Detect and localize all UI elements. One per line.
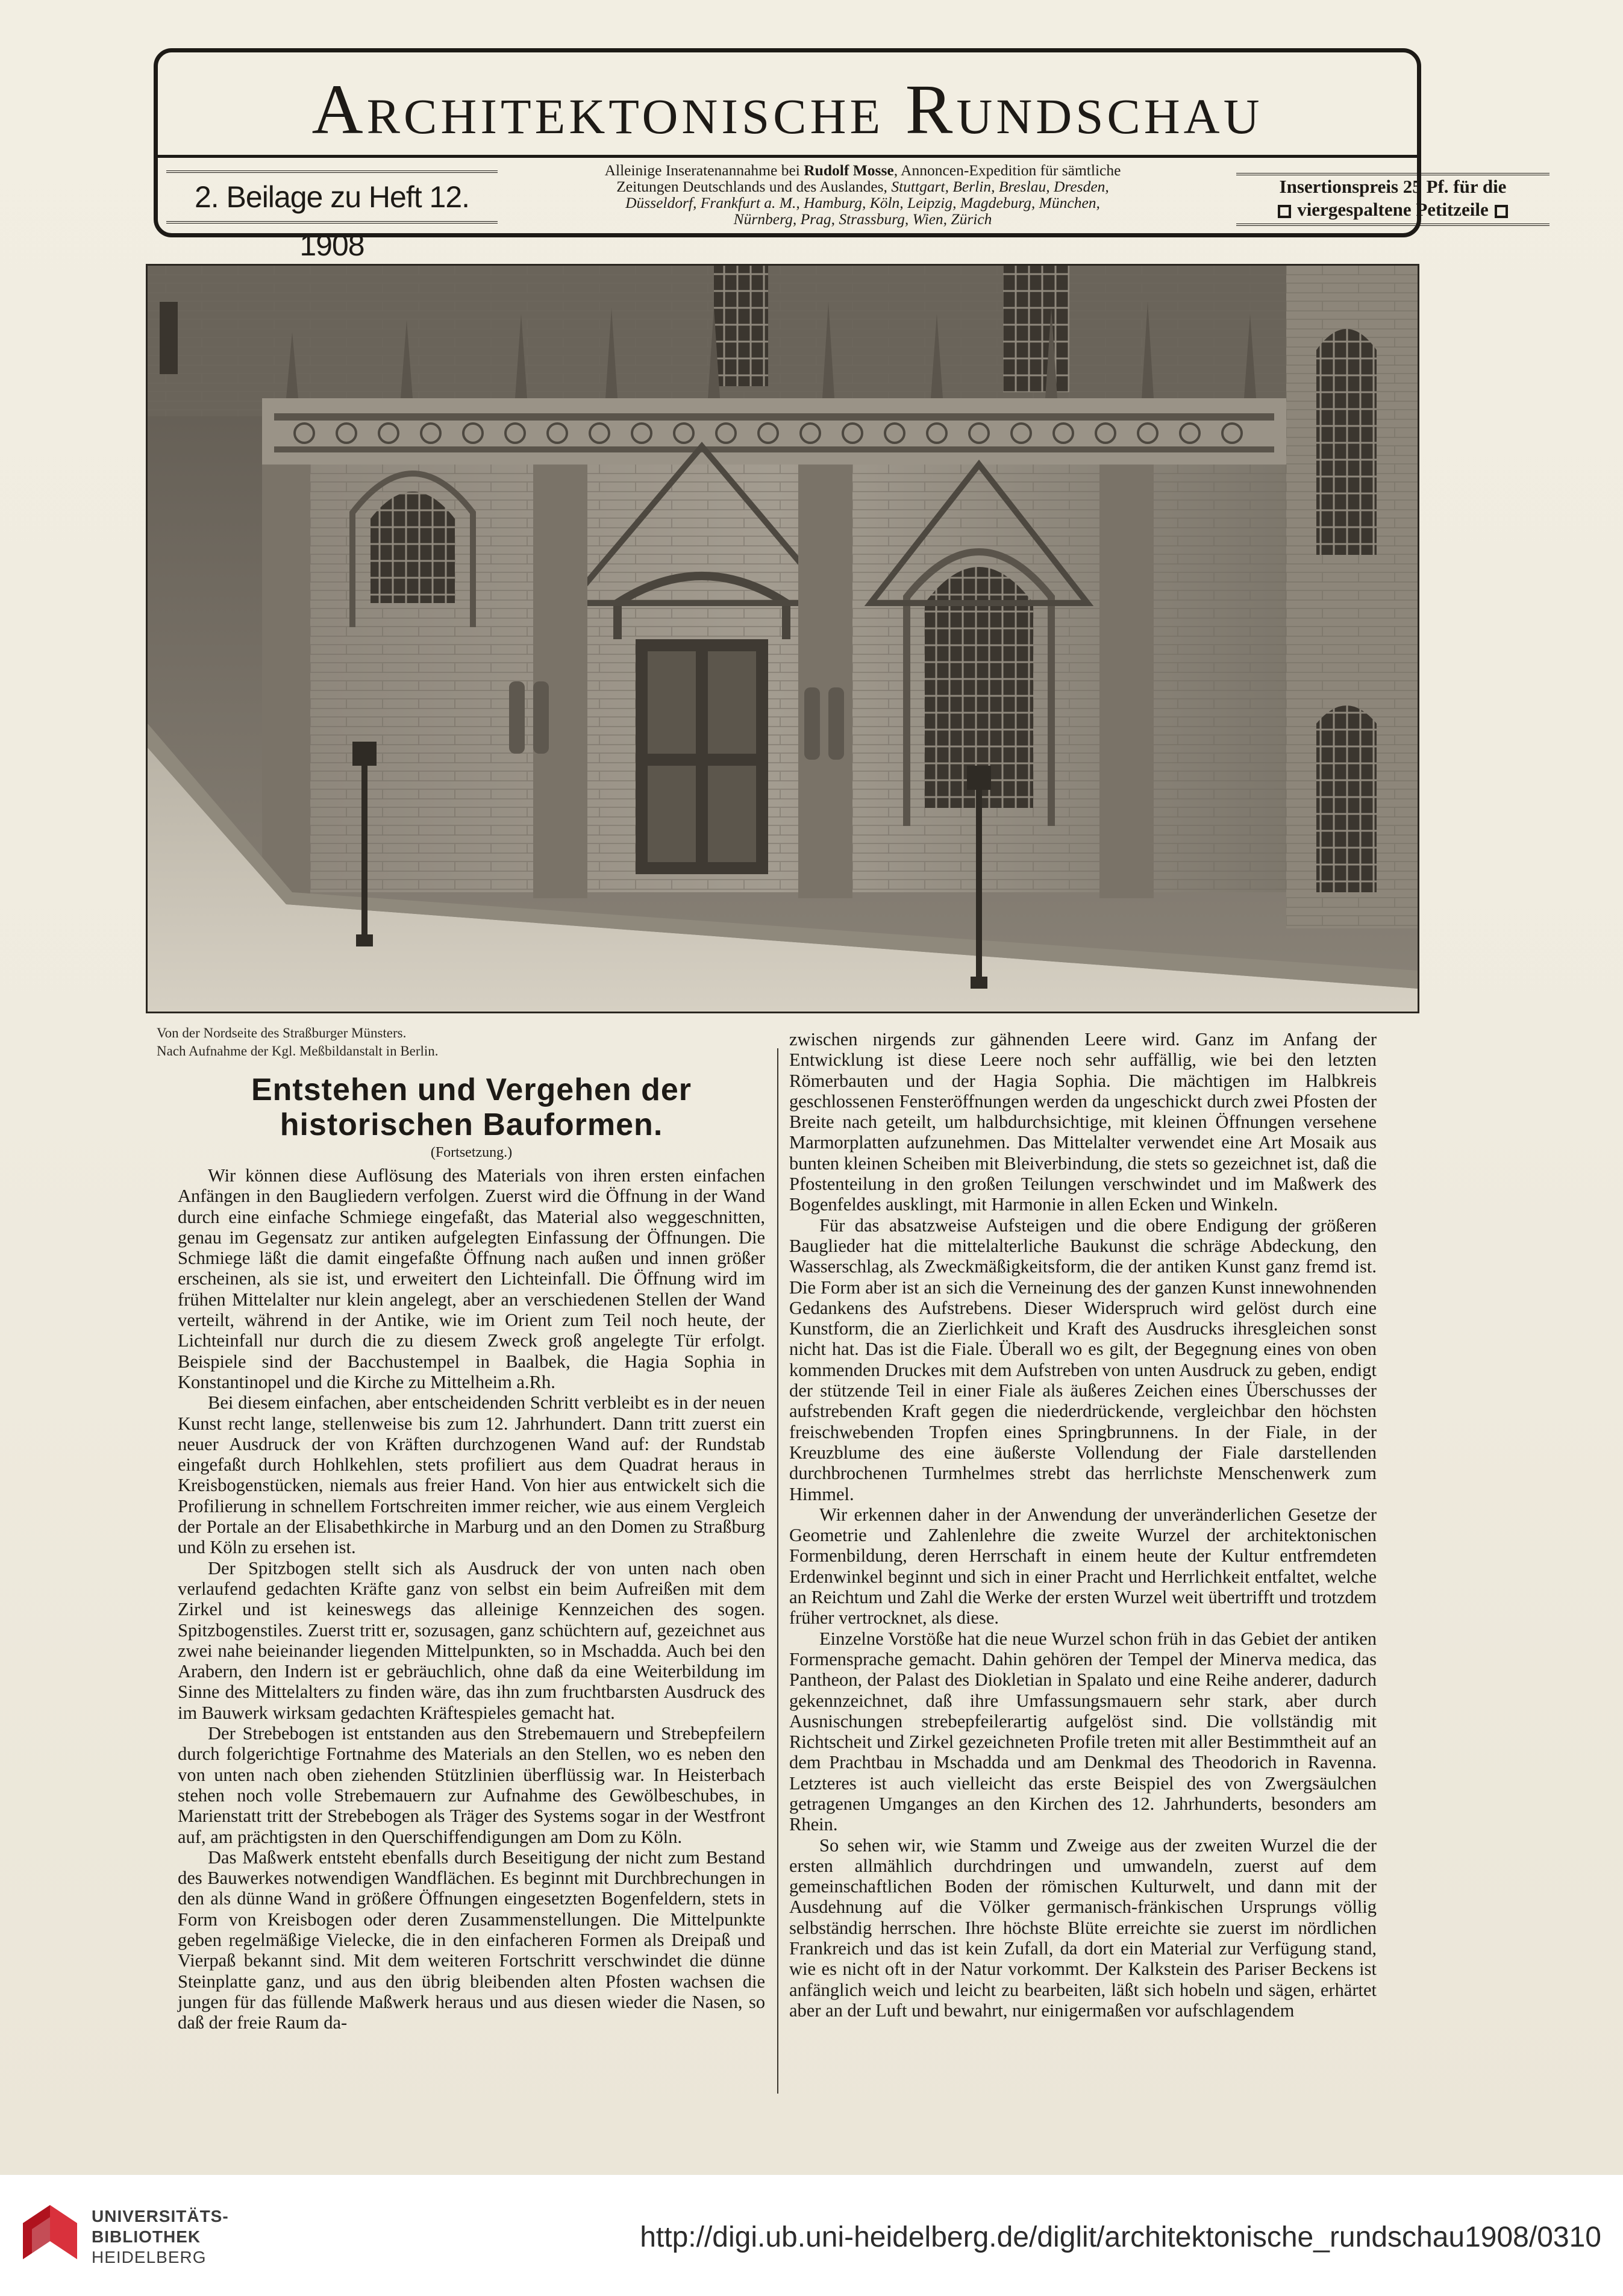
insertion-line1: Insertionspreis 25 Pf. für die xyxy=(1279,176,1507,197)
paragraph: Wir erkennen daher in der Anwendung der unveränderlichen Gesetze der Geometrie und Zahlenlehre die zweite Wurzel der architektonischen Formenbildung, deren Herrschaft in einem heute der Kultur entfremdeten Erdenwinkel beginnt und sich in einer Pracht und Herrlichkeit entfaltet, welche an Reichtum und Zahl die Werke der ersten Wurzel weit übertrifft und trotzdem früher vertrocknet, als diese. xyxy=(789,1504,1377,1628)
agency-lead: Alleinige Inseratenannahme bei xyxy=(604,161,804,179)
paragraph: Einzelne Vorstöße hat die neue Wurzel schon früh in das Gebiet der antiken Formensprache gemacht. Dahin gehören der Tempel der Minerva medica, das Pantheon, der Palast des Diokletian in Spalato und eine Reihe anderer, dadurch gekennzeichnet, daß ihre Umfassungsmauern sehr stark, aber durch Ausnischungen strebepfeilerartig aufgelöst sind. Die vollständig mit Richtscheit und Zirkel gezeichneten Profile treten mit aller Bestimmtheit auf an dem Prachtbau in Mschadda und am Denkmal des Theodorich in Ravenna. Letzteres ist auch vielleicht das erste Beispiel des von Zwergsäulchen getragenen Umganges an den Kirchen des 12. Jahrhunderts, besonders am Rhein. xyxy=(789,1628,1377,1835)
paragraph: Der Strebebogen ist entstanden aus den Strebemauern und Strebepfeilern durch folgerichtige Fortnahme des Materials an den Stellen, wo es neben den von unten nach oben ziehenden Stützlinien überflüssig war. In Heisterbach stehen noch volle Strebemauern zur Aufnahme des Gewölbeschubes, in Marienstatt tritt der Strebebogen als Träger des Systems sogar in der Westfront auf, am prächtigsten in den Querschiffendigungen am Dom zu Köln. xyxy=(178,1723,765,1847)
agency-cities-b: Düsseldorf, Frankfurt a. M., Hamburg, Köln, Leipzig, Magdeburg, München, xyxy=(625,194,1100,211)
library-name-line1: UNIVERSITÄTS- xyxy=(92,2207,229,2226)
caption-line-1: Von der Nordseite des Straßburger Münsters. xyxy=(157,1025,407,1040)
agency-line1-rest: , Annoncen-Expedition für sämtliche xyxy=(893,161,1121,179)
paragraph: Wir können diese Auflösung des Materials von ihren ersten einfachen Anfängen in den Baugliedern verfolgen. Zuerst wird die Öffnung in der Wand durch eine einfache Schmiege eingefaßt, das Material also weggeschnitten, genau im Gegensatz zur antiken aufgelegten Einfassung der Öffnungen. Die Schmiege läßt die damit eingefaßte Öffnung nach außen und innen größer erscheinen, als sie ist, und erweitert den Lichteinfall. Die Öffnung wird im frühen Mittelalter nur klein angelegt, aber an verschiedenen Stellen der Wand verteilt, während in der Antike, wie im Orient zum Teil noch heute, der Lichteinfall nur durch die zu diesem Zweck groß angelegte Tür erfolgt. Beispiele sind der Bacchustempel in Baalbek, die Hagia Sophia in Konstantinopel und die Kirche zu Mittelheim a.Rh. xyxy=(178,1165,765,1392)
issue-label: 2. Beilage zu Heft 12. 1908 xyxy=(166,170,498,224)
article-column-left xyxy=(178,1065,765,2033)
square-ornament-icon xyxy=(1495,205,1508,218)
paragraph: zwischen nirgends zur gähnenden Leere wird. Ganz im Anfang der Entwicklung ist diese Leere noch sehr auffällig, wie bei den letzten Römerbauten und der Hagia Sophia. Die mächtigen im Halbkreis geschlossenen Fensteröffnungen werden da ungeschickt durch zwei Pfosten der Breite nach geteilt, um halbdurchsichtige, mit kleinen Öffnungen versehene Marmorplatten aufzunehmen. Das Mittelalter verwendet eine Art Mosaik aus bunten kleinen Scheiben mit Bleiverbindung, die stets so gezeichnet ist, daß die Pfostenteilung in den großen Teilungen verschwindet und im Maßwerk des Bogenfeldes ausklingt, mit Harmonie in allen Ecken und Winkeln. xyxy=(789,1029,1377,1215)
library-logo-icon xyxy=(17,2199,83,2265)
agency-cities-c: Nürnberg, Prag, Strassburg, Wien, Zürich xyxy=(733,210,992,228)
agency-line2: Zeitungen Deutschlands und des Auslandes, xyxy=(616,178,892,195)
library-name-line2: BIBLIOTHEK xyxy=(92,2227,201,2246)
insertion-price xyxy=(1236,173,1550,226)
article-subtitle: (Fortsetzung.) xyxy=(430,1145,513,1160)
library-footer xyxy=(0,2175,1623,2296)
paragraph: So sehen wir, wie Stamm und Zweige aus der zweiten Wurzel die der ersten allmählich durchdringen und umwandeln, zuerst auf dem gemeinschaftlichen Boden der römischen Kulturwelt, und dann mit der Ausdehnung auf die Völker germanisch-fränkischen Ursprungs völlig selbständig herrschen. Ihre höchste Blüte erreichte sie zuerst im nördlichen Frankreich und das ist kein Zufall, da dort ein Material zur Verfügung stand, wie es nicht oft in der Natur vorkommt. Der Kalkstein des Pariser Beckens ist anfänglich weich und leicht zu bearbeiten, läßt sich hobeln und sägen, erhärtet aber an der Luft und bewahrt, nur einigermaßen vor aufschlagendem xyxy=(789,1835,1377,2021)
insertion-line2: viergespaltene Petitzeile xyxy=(1297,199,1489,220)
caption-line-2: Nach Aufnahme der Kgl. Meßbildanstalt in Berlin. xyxy=(157,1043,439,1059)
masthead-rule xyxy=(158,155,1417,158)
photo-caption xyxy=(157,1024,759,1060)
source-url-link[interactable]: http://digi.ub.uni-heidelberg.de/diglit/architektonische_rundschau1908/0310 xyxy=(640,2221,1601,2253)
agency-name: Rudolf Mosse xyxy=(804,161,894,179)
cathedral-photograph xyxy=(146,264,1419,1013)
paragraph: Für das absatzweise Aufsteigen und die obere Endigung der größeren Bauglieder hat die mittelalterliche Baukunst die schräge Abdeckung, den Wasserschlag, als Zweckmäßigkeitsform, die der antiken Kunst ganz fremd ist. Die Form aber ist an sich die Verneinung des der ganzen Kunst innewohnenden Gedankens des Aufstrebens. Dieser Widerspruch wird gelöst durch eine Kunstform, die an Zierlichkeit und Kraft des Ausdrucks ihresgleichen sonst nicht hat. Das ist die Fiale. Überall wo es gilt, der Begegnung eines von oben kommenden Druckes mit dem Aufstreben von unten Ausdruck zu geben, endigt der stützende Teil in einer Fiale als äußeres Zeichen eines Überschusses der aufstrebenden Kraft gegen die niederdrückende, vergleichbar den höchsten freischwebenden Tropfen eines Springbrunnens. In der Fiale, in der Kreuzblume des eine äußerste Vollendung der Fiale darstellenden durchbrochenen Turmhelmes strebt das herrlichste Menschenwerk zum Himmel. xyxy=(789,1215,1377,1504)
article-title: Entstehen und Vergehen der historischen Bauformen. xyxy=(251,1072,692,1142)
masthead xyxy=(154,48,1507,262)
square-ornament-icon xyxy=(1278,205,1291,218)
column-divider xyxy=(777,1048,778,2094)
paragraph: Der Spitzbogen stellt sich als Ausdruck der von unten nach oben verlaufend gedachten Kräfte ganz von selbst ein beim Aufreißen mit dem Zirkel und ist keineswegs das alleinige Kennzeichen des sogen. Spitzbogenstiles. Zuerst tritt er, sozusagen, ganz schüchtern auf, gezeichnet aus zwei nahe beieinander liegenden Mittelpunkten, so in Mschadda. Auch bei den Arabern, den Indern ist er gebräuchlich, ohne daß da eine Weiterbildung im Sinne des Mittelalters zu finden wäre, das ihn zum fruchtbarsten Ausdruck des im Bauwerk wirksam gedachten Kräftespieles gemacht hat. xyxy=(178,1557,765,1723)
paragraph: Das Maßwerk entsteht ebenfalls durch Beseitigung der nicht zum Bestand des Bauwerkes notwendigen Wandflächen. Es beginnt mit Durchbrechungen in den als dünne Wand in größere Öffnungen eingesetzten Bogenfeldern, stets in Form von Kreisbogen oder deren Zusammenstellungen. Die Mittelpunkte geben regelmäßige Vielecke, die in den einfacheren Formen als Dreipaß und Vierpaß bekannt sind. Mit dem weiteren Fortschritt verschwindet die dünne Steinplatte ganz, und aus den übrig bleibenden alten Pfosten wachsen die jungen für das füllende Maßwerk heraus und aus diesen wieder die Nasen, so daß der freie Raum da- xyxy=(178,1847,765,2033)
cathedral-portal-illustration xyxy=(148,266,1418,1012)
paragraph: Bei diesem einfachen, aber entscheidenden Schritt verbleibt es in der neuen Kunst recht lange, stellenweise bis zum 12. Jahrhundert. Dann tritt zuerst ein neuer Ausdruck der von Kräften durchzogenen Wand auf: der Rundstab eingefaßt durch Hohlkehlen, stets profiliert aus dem Quadrat heraus in Kreisbogenstücken, niemals aus freier Hand. Von hier aus entwickelt sich die Profilierung in schnellem Fortschreiten immer reicher, wie aus einem Vergleich der Portale an der Elisabethkirche in Marburg und an den Domen zu Straßburg und Köln zu ersehen ist. xyxy=(178,1392,765,1558)
agency-cities-a: Stuttgart, Berlin, Breslau, Dresden, xyxy=(891,178,1109,195)
advertising-notice xyxy=(507,162,1218,227)
journal-title: Architektonische Rundschau xyxy=(311,70,1263,149)
article-column-right xyxy=(789,1029,1377,2021)
library-name-line3: HEIDELBERG xyxy=(92,2248,207,2266)
library-name xyxy=(92,2206,229,2268)
